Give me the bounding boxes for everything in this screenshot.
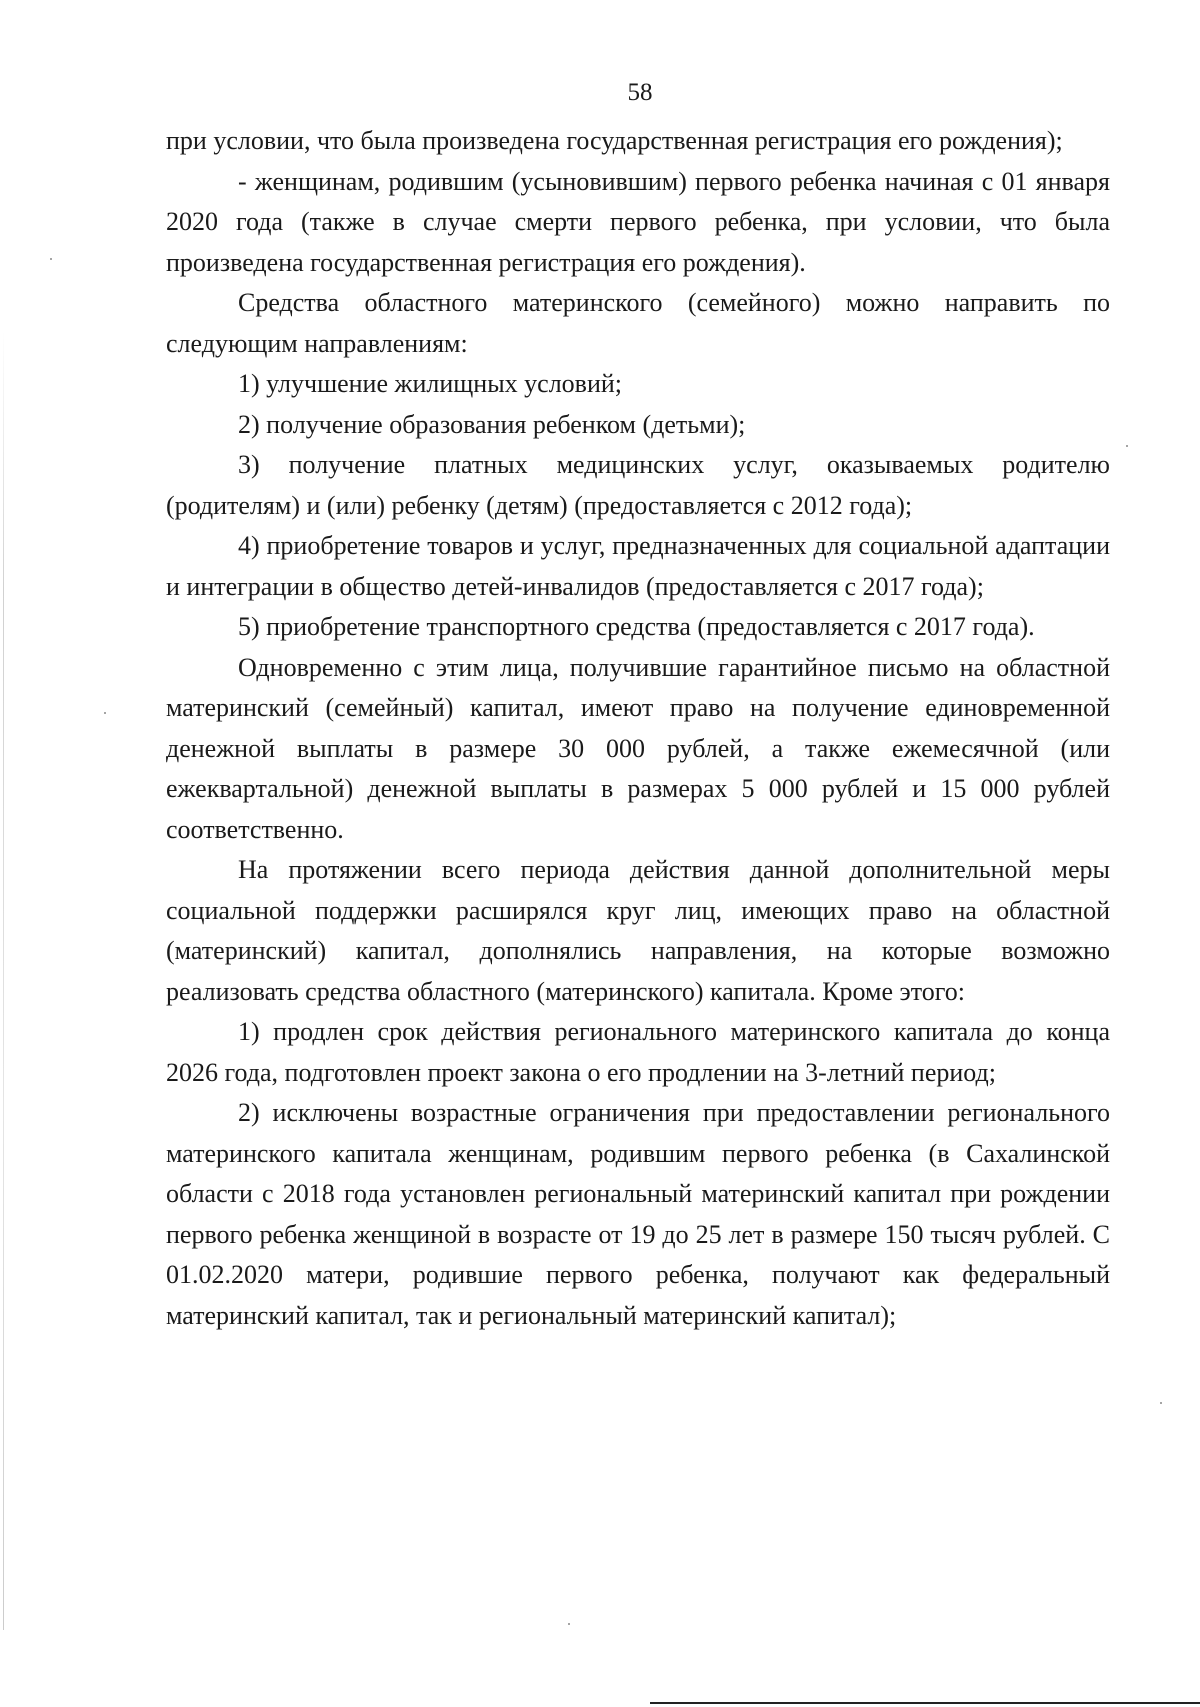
paragraph-direction-1: 1) улучшение жилищных условий; (238, 369, 623, 398)
scan-speck (1126, 445, 1128, 447)
paragraph-expansion: На протяжении всего периода действия данной дополнительной меры социальной поддержки расширялся круг лиц, имеющих право на областной (материнский) капитал, дополнялись направления, на которые возможно реализовать средства областного (материнского) капитала. Кроме этого: (166, 855, 1110, 1006)
bottom-edge-line (650, 1702, 1200, 1704)
paragraph-continuation: при условии, что была произведена государственная регистрация его рождения); (166, 126, 1063, 155)
scan-speck (50, 258, 52, 260)
paragraph-directions-intro: Средства областного материнского (семейного) можно направить по следующим направлениям: (166, 288, 1110, 358)
paragraph-measure-2: 2) исключены возрастные ограничения при предоставлении регионального материнского капитала женщинам, родившим первого ребенка (в Сахалинской области с 2018 года установлен региональный материнский капитал при рождении первого ребенка женщиной в возрасте от 19 до 25 лет в размере 150 тысяч рублей. С 01.02.2020 матери, родившие первого ребенка, получают как федеральный материнский капитал, так и региональный материнский капитал); (166, 1098, 1110, 1330)
document-body (166, 121, 1110, 1336)
scan-speck (1160, 1402, 1162, 1404)
scan-edge-shadow (3, 330, 4, 1630)
scan-speck (568, 1623, 570, 1625)
paragraph-direction-4: 4) приобретение товаров и услуг, предназначенных для социальной адаптации и интеграции в общество детей-инвалидов (предоставляется с 2017 года); (166, 531, 1110, 601)
paragraph-direction-2: 2) получение образования ребенком (детьми); (238, 409, 746, 439)
page-number: 58 (627, 79, 653, 106)
paragraph-measure-1: 1) продлен срок действия регионального материнского капитала до конца 2026 года, подготовлен проект закона о его продлении на 3-летний период; (166, 1017, 1110, 1087)
paragraph-list-dash-item: - женщинам, родившим (усыновившим) первого ребенка начиная с 01 января 2020 года (также в случае смерти первого ребенка, при условии, что была произведена государственная регистрация его рождения). (166, 166, 1110, 277)
scan-speck (104, 712, 106, 714)
paragraph-direction-3: 3) получение платных медицинских услуг, оказываемых родителю (родителям) и (или) ребенку (детям) (предоставляется с 2012 года); (166, 450, 1110, 520)
paragraph-payments: Одновременно с этим лица, получившие гарантийное письмо на областной материнский (семейный) капитал, имеют право на получение единовременной денежной выплаты в размере 30 000 рублей, а также ежемесячной (или ежеквартальной) денежной выплаты в размерах 5 000 рублей и 15 000 рублей соответственно. (166, 652, 1110, 844)
paragraph-direction-5: 5) приобретение транспортного средства (предоставляется с 2017 года). (238, 612, 1035, 641)
